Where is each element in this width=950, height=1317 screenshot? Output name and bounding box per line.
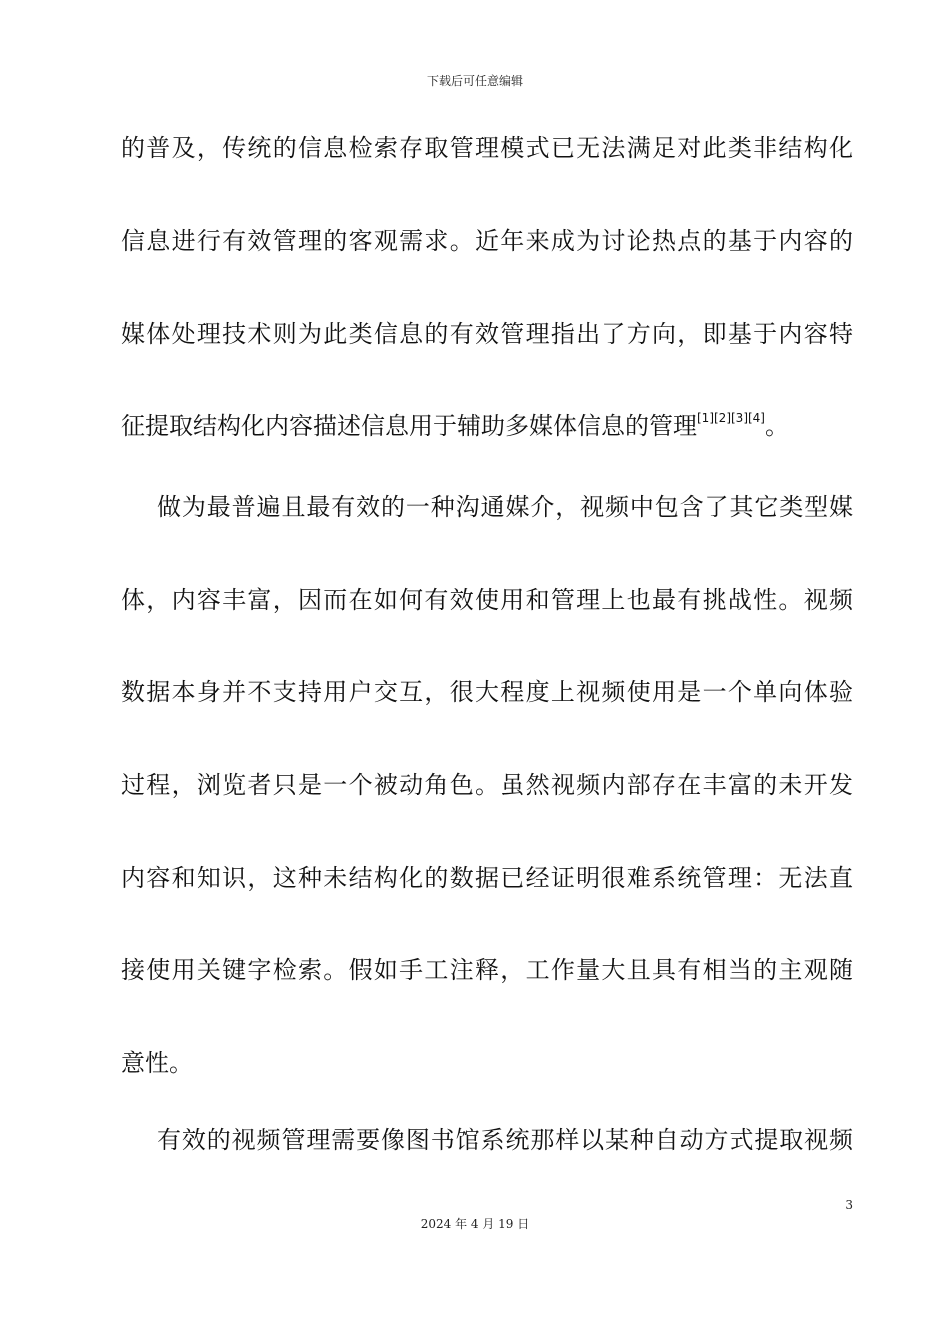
text-line: 体，内容丰富，因而在如何有效使用和管理上也最有挑战性。视频 [121, 586, 853, 614]
text-line: 数据本身并不支持用户交互，很大程度上视频使用是一个单向体验 [121, 678, 853, 706]
text-line: 过程，浏览者只是一个被动角色。虽然视频内部存在丰富的未开发 [121, 771, 853, 799]
text-line: 做为最普遍且最有效的一种沟通媒介，视频中包含了其它类型媒 [157, 493, 853, 521]
text-line: 媒体处理技术则为此类信息的有效管理指出了方向，即基于内容特 [121, 320, 853, 348]
text-line [121, 411, 853, 441]
page-header: 下载后可任意编辑 [426, 74, 523, 88]
text-line: 接使用关键字检索。假如手工注释，工作量大且具有相当的主观随 [121, 956, 853, 984]
page-footer-date: 2024 年 4 月 19 日 [420, 1217, 530, 1231]
text-line: 信息进行有效管理的客观需求。近年来成为讨论热点的基于内容的 [121, 227, 853, 255]
text-line-body: 征提取结构化内容描述信息用于辅助多媒体信息的管理 [121, 412, 697, 440]
text-line: 的普及，传统的信息检索存取管理模式已无法满足对此类非结构化 [121, 134, 853, 162]
citation-marker: [1][2][3][4] [697, 411, 765, 425]
text-line: 有效的视频管理需要像图书馆系统那样以某种自动方式提取视频 [157, 1126, 853, 1154]
text-line: 内容和知识，这种未结构化的数据已经证明很难系统管理：无法直 [121, 864, 853, 892]
sentence-end: 。 [765, 412, 789, 440]
text-line: 意性。 [121, 1049, 193, 1077]
page-number: 3 [845, 1198, 853, 1212]
